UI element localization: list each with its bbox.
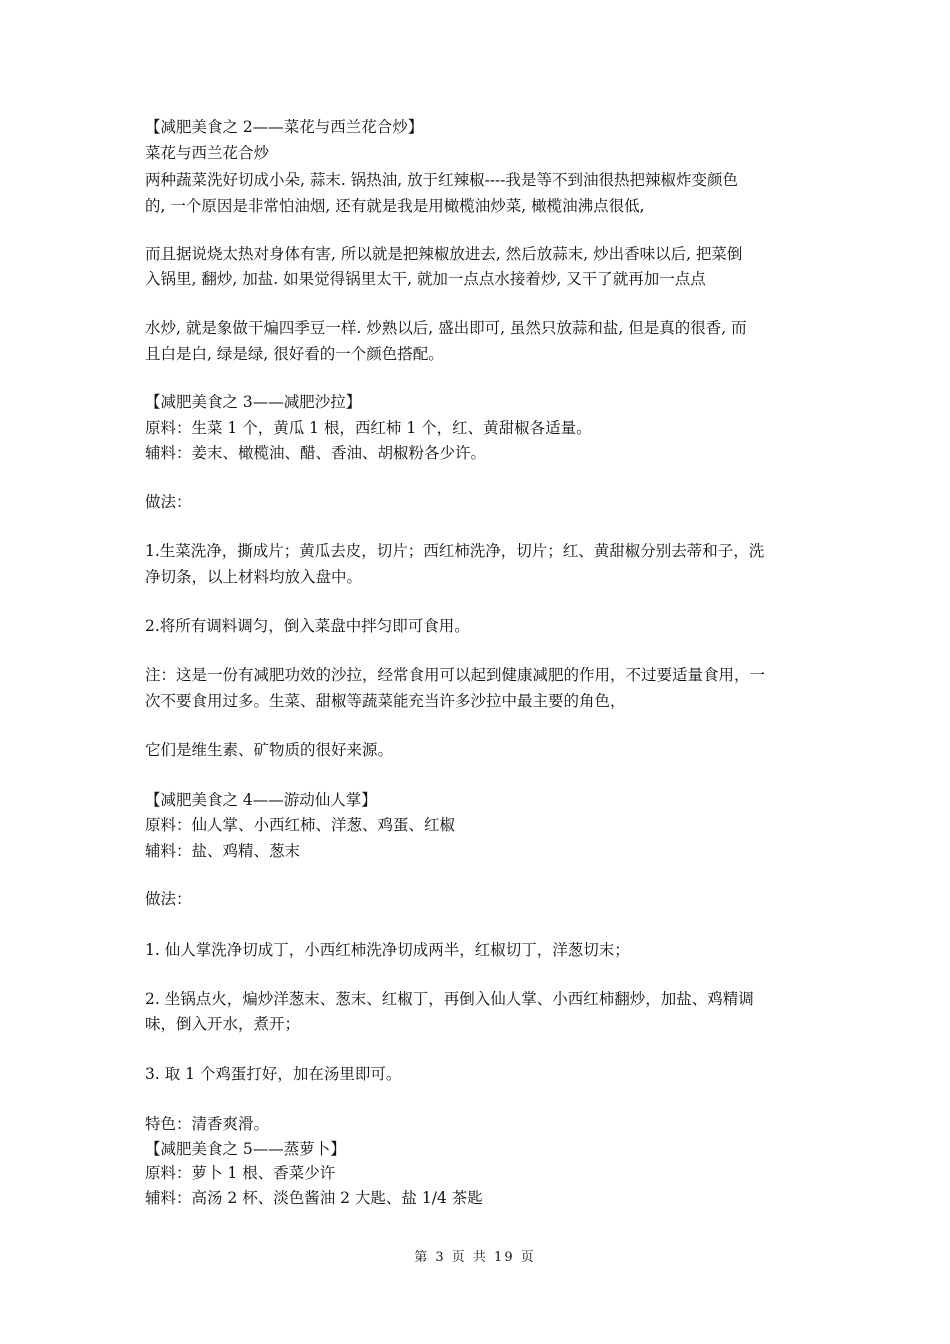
step-line: 2. 坐锅点火，煸炒洋葱末、葱末、红椒丁，再倒入仙人掌、小西红柿翻炒，加盐、鸡精调	[145, 990, 754, 1008]
section-heading-recipe-4: 【减肥美食之 4——游动仙人掌】	[145, 791, 377, 809]
ingredients-line: 原料：萝卜 1 根、香菜少许	[145, 1164, 336, 1182]
section-heading-recipe-2: 【减肥美食之 2——菜花与西兰花合炒】	[145, 118, 424, 136]
recipe-subtitle: 菜花与西兰花合炒	[145, 144, 270, 162]
page-number-footer: 第 3 页 共 19 页	[414, 1250, 536, 1265]
paragraph-line: 且白是白, 绿是绿, 很好看的一个颜色搭配。	[145, 345, 444, 363]
section-heading-recipe-5: 【减肥美食之 5——蒸萝卜】	[145, 1140, 346, 1158]
paragraph-line: 入锅里, 翻炒, 加盐. 如果觉得锅里太干, 就加一点点水接着炒, 又干了就再加一点点	[145, 270, 706, 288]
note-line: 注：这是一份有减肥功效的沙拉，经常食用可以起到健康减肥的作用，不过要适量食用，一	[145, 666, 766, 684]
ingredients-line: 原料：仙人掌、小西红柿、洋葱、鸡蛋、红椒	[145, 816, 456, 834]
step-line: 1.生菜洗净，撕成片；黄瓜去皮，切片；西红柿洗净，切片；红、黄甜椒分别去蒂和子，洗	[145, 542, 765, 560]
section-heading-recipe-3: 【减肥美食之 3——减肥沙拉】	[145, 393, 362, 411]
paragraph-line: 而且据说烧太热对身体有害, 所以就是把辣椒放进去, 然后放蒜末, 炒出香味以后, 把菜倒	[145, 245, 743, 263]
paragraph-line: 两种蔬菜洗好切成小朵, 蒜末. 锅热油, 放于红辣椒----我是等不到油很热把辣椒炸变颜色	[145, 171, 739, 189]
method-label: 做法：	[145, 493, 192, 511]
auxiliary-ingredients-line: 辅料：姜末、橄榄油、醋、香油、胡椒粉各少许。	[145, 444, 487, 462]
note-line: 次不要食用过多。生菜、甜椒等蔬菜能充当许多沙拉中最主要的角色，	[145, 692, 626, 710]
step-line: 2.将所有调料调匀，倒入菜盘中拌匀即可食用。	[145, 617, 470, 635]
auxiliary-ingredients-line: 辅料：盐、鸡精、葱末	[145, 842, 301, 860]
note-line: 它们是维生素、矿物质的很好来源。	[145, 741, 394, 759]
method-label: 做法：	[145, 890, 192, 908]
ingredients-line: 原料：生菜 1 个，黄瓜 1 根，西红柿 1 个，红、黄甜椒各适量。	[145, 419, 592, 437]
paragraph-line: 的, 一个原因是非常怕油烟, 还有就是我是用橄榄油炒菜, 橄榄油沸点很低,	[145, 197, 645, 215]
auxiliary-ingredients-line: 辅料：高汤 2 杯、淡色酱油 2 大匙、盐 1/4 茶匙	[145, 1189, 483, 1207]
step-line: 3. 取 1 个鸡蛋打好，加在汤里即可。	[145, 1065, 402, 1083]
step-line: 1. 仙人掌洗净切成丁，小西红柿洗净切成两半，红椒切丁，洋葱切末；	[145, 941, 630, 959]
step-line: 净切条，以上材料均放入盘中。	[145, 568, 363, 586]
feature-line: 特色：清香爽滑。	[145, 1115, 270, 1133]
step-line: 味，倒入开水，煮开；	[145, 1015, 301, 1033]
paragraph-line: 水炒, 就是象做干煸四季豆一样. 炒熟以后, 盛出即可, 虽然只放蒜和盐, 但是真的很香, 而	[145, 319, 747, 337]
